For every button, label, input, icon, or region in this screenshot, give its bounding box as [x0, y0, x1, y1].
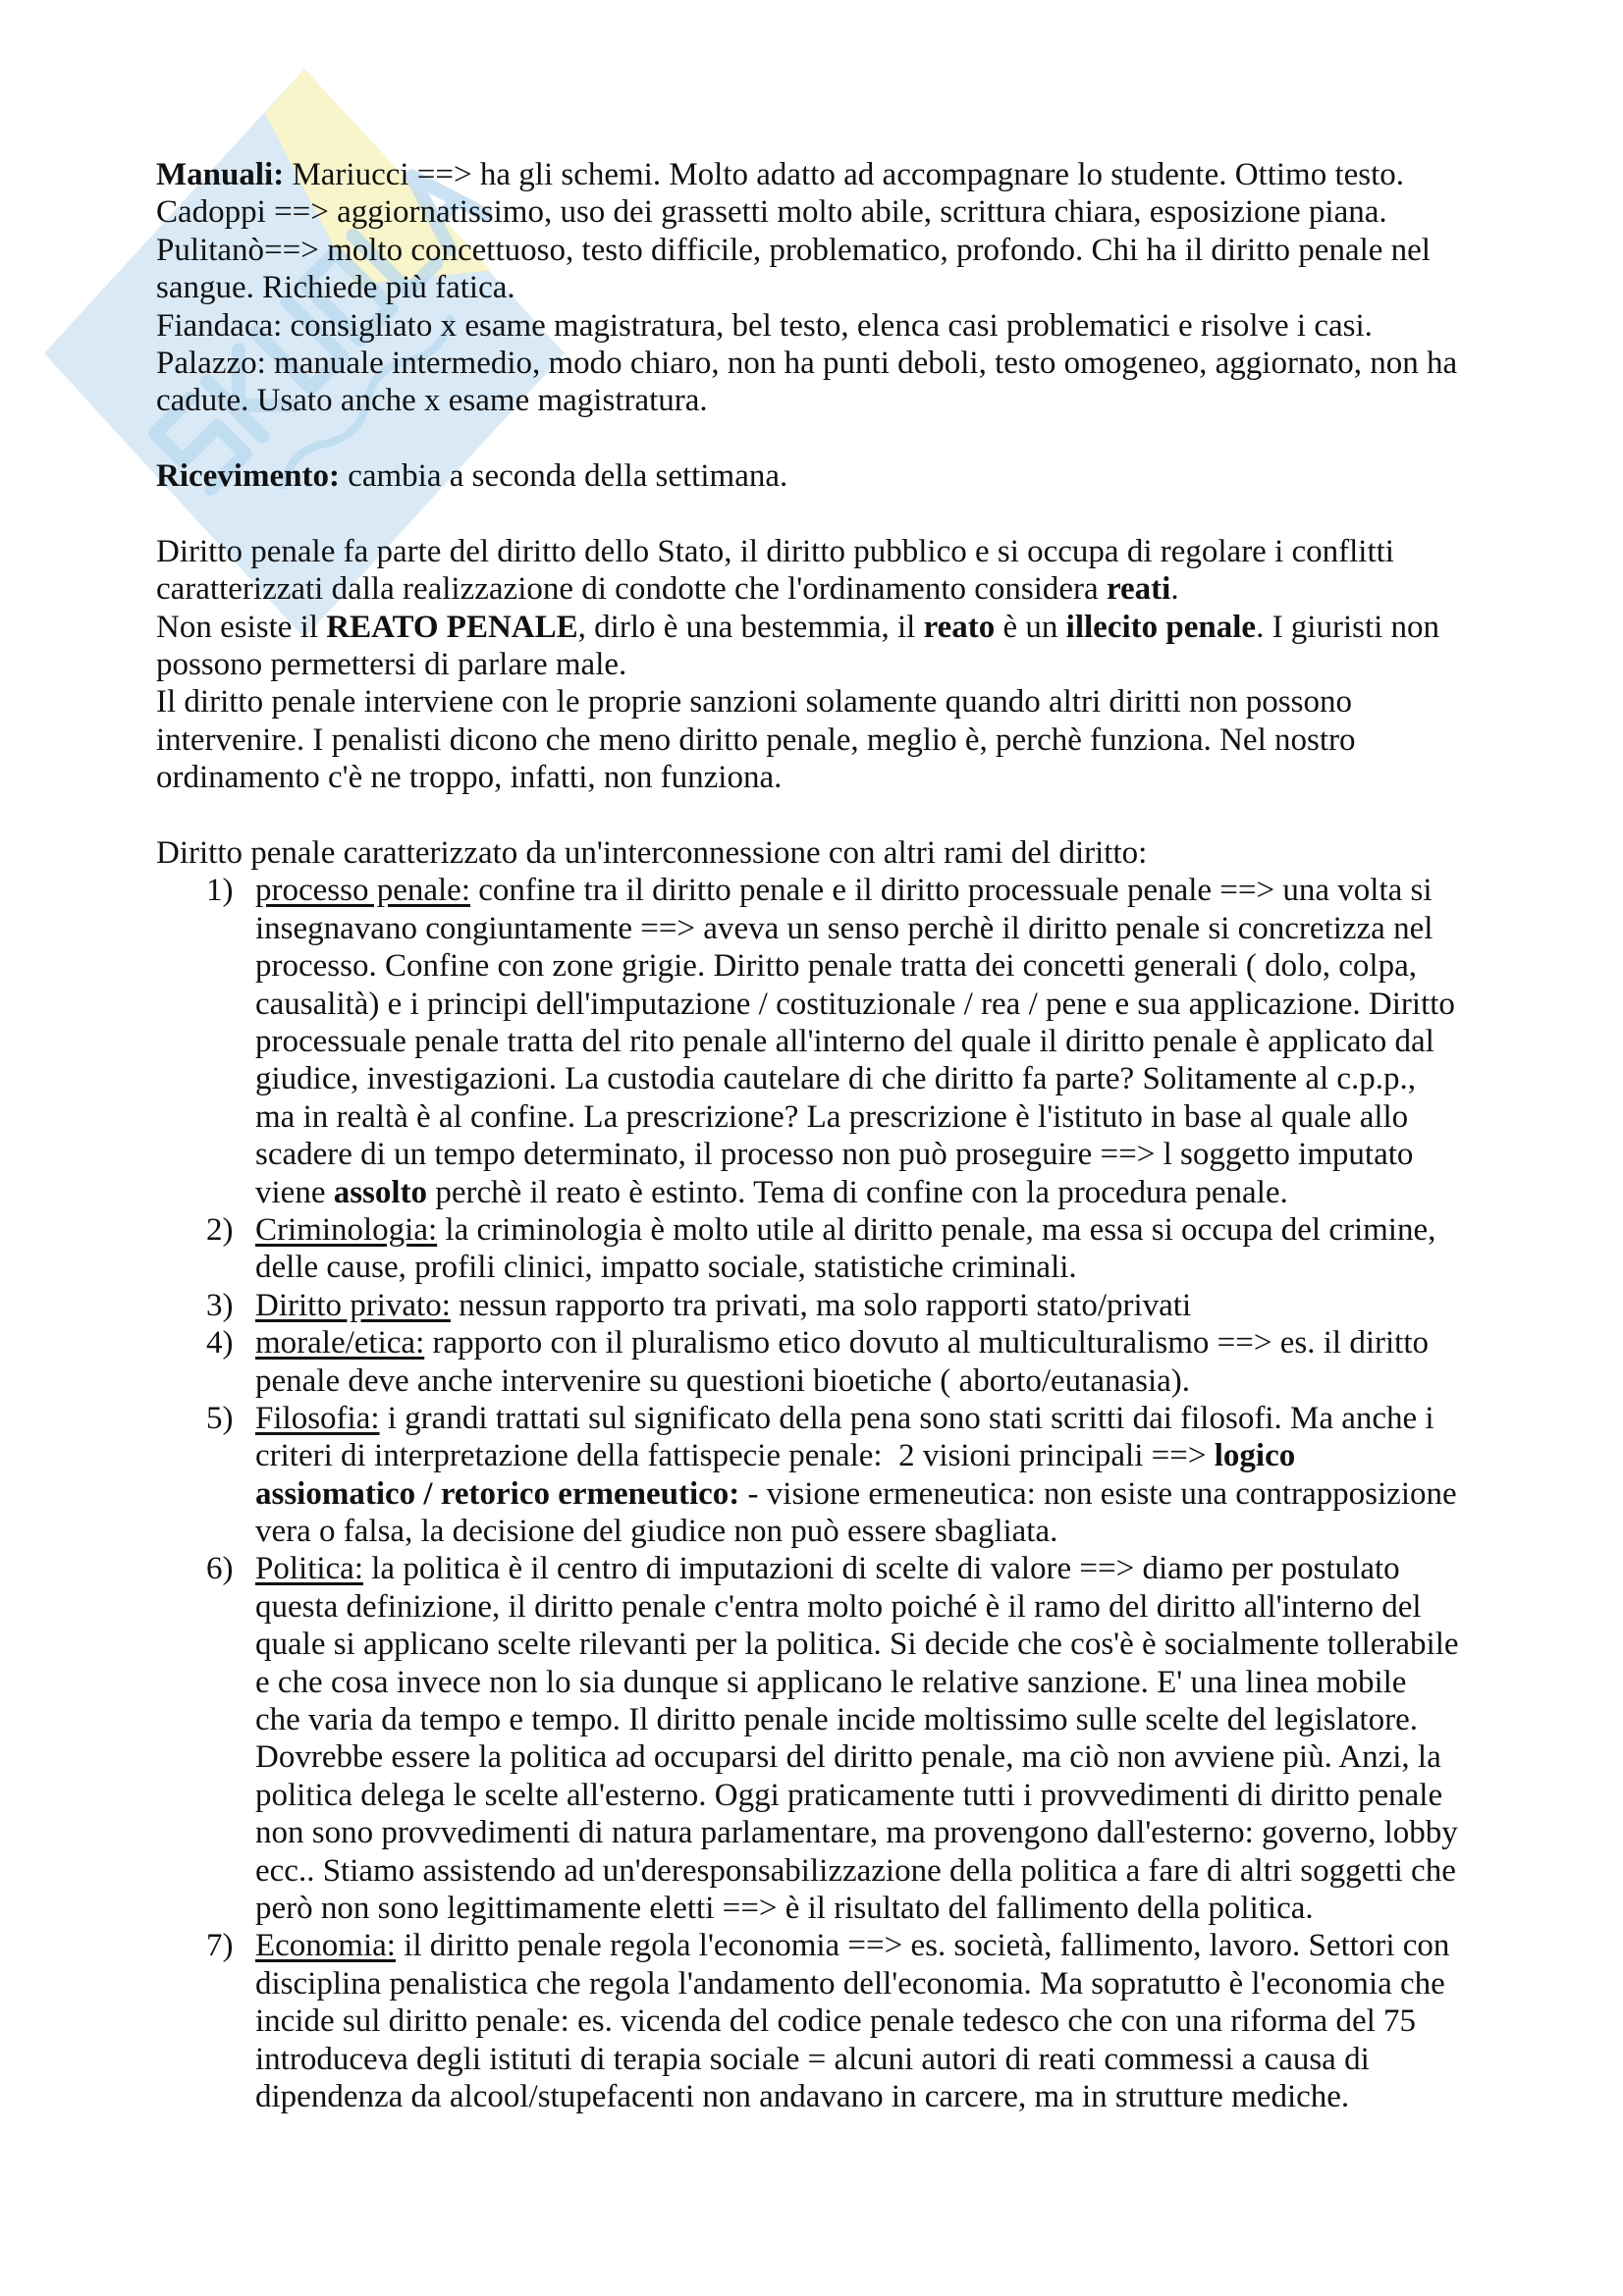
- text-run: cambia a seconda della settimana.: [339, 458, 788, 495]
- text-run: politica delega le scelte all'esterno. Oggi praticamente tutti i provvedimenti di diritto penale: [255, 1777, 1443, 1813]
- text-run: giudice, investigazioni. La custodia cautelare di che diritto fa parte? Solitamente al c.p.p.,: [255, 1061, 1417, 1097]
- text-run: confine tra il diritto penale e il diritto processuale penale ==> una volta si: [470, 873, 1433, 909]
- list-item-line: [156, 1664, 1491, 1701]
- text-run: cadute. Usato anche x esame magistratura.: [156, 383, 708, 419]
- paragraph-line: [156, 307, 1491, 345]
- list-item-line: [156, 1174, 1491, 1211]
- list-number: 1): [206, 873, 234, 909]
- text-run: viene: [255, 1174, 334, 1210]
- text-run: e che cosa invece non lo sia dunque si applicano le relative sanzione. E' una linea mobile: [255, 1664, 1407, 1700]
- list-item-line: [156, 1626, 1491, 1663]
- list-item-line: [156, 1287, 1491, 1324]
- list-item-line: [156, 910, 1491, 947]
- text-run: questa definizione, il diritto penale c'entra molto poiché è il ramo del diritto all'interno del: [255, 1588, 1422, 1625]
- list-item-line: [156, 1852, 1491, 1890]
- list-item-line: [156, 1550, 1491, 1587]
- bold-text: Manuali:: [156, 157, 285, 192]
- blank-line: [156, 420, 1491, 457]
- list-item-line: [156, 2002, 1491, 2040]
- paragraph-line: [156, 570, 1491, 608]
- text-run: i grandi trattati sul significato della pena sono stati scritti dai filosofi. Ma anche i: [379, 1400, 1434, 1436]
- list-item-line: [156, 1890, 1491, 1927]
- bold-text: REATO PENALE: [326, 609, 578, 645]
- paragraph-line: [156, 609, 1491, 646]
- blank-line: [156, 797, 1491, 834]
- text-run: delle cause, profili clinici, impatto sociale, statistiche criminali.: [255, 1250, 1077, 1286]
- list-item-line: [156, 1701, 1491, 1738]
- text-run: Diritto penale fa parte del diritto dello Stato, il diritto pubblico e si occupa di regolare i conflitti: [156, 533, 1394, 569]
- paragraph-line: [156, 457, 1491, 495]
- underlined-heading: Economia:: [255, 1928, 396, 1964]
- text-run: processo. Confine con zone grigie. Diritto penale tratta dei concetti generali ( dolo, colpa,: [255, 948, 1417, 985]
- list-item-line: [156, 1136, 1491, 1173]
- text-run: scadere di un tempo determinato, il processo non può proseguire ==> l soggetto imputato: [255, 1137, 1414, 1173]
- text-run: Il diritto penale interviene con le proprie sanzioni solamente quando altri diritti non possono: [156, 684, 1352, 721]
- text-run: causalità) e i principi dell'imputazione / costituzionale / rea / pene e sua applicazione. Diritto: [255, 986, 1455, 1022]
- list-number: 2): [206, 1211, 234, 1248]
- text-run: .: [1170, 571, 1179, 608]
- text-run: rapporto con il pluralismo etico dovuto al multiculturalismo ==> es. il diritto: [424, 1325, 1430, 1362]
- list-item-line: [156, 947, 1491, 985]
- text-run: la criminologia è molto utile al diritto penale, ma essa si occupa del crimine,: [437, 1211, 1436, 1248]
- list-number: 6): [206, 1551, 234, 1587]
- text-run: Non esiste il: [156, 609, 327, 645]
- text-run: Cadoppi ==> aggiornatissimo, uso dei grassetti molto abile, scrittura chiara, esposizione piana.: [156, 194, 1387, 231]
- underlined-heading: Diritto privato:: [255, 1287, 451, 1323]
- text-run: criteri di interpretazione della fattispecie penale: 2 visioni principali ==>: [255, 1438, 1215, 1474]
- text-run: introduceva degli istituti di terapia sociale = alcuni autori di reati commessi a causa di: [255, 2041, 1370, 2077]
- list-item-line: [156, 1324, 1491, 1362]
- bold-text: illecito penale: [1065, 609, 1257, 645]
- paragraph-line: [156, 193, 1491, 231]
- underlined-heading: processo penale:: [255, 873, 470, 909]
- list-number: 3): [206, 1287, 234, 1323]
- bold-text: Ricevimento:: [156, 458, 340, 495]
- list-item-line: [156, 986, 1491, 1023]
- list-item-line: [156, 1362, 1491, 1400]
- text-run: è un: [995, 609, 1066, 645]
- text-run: quale si applicano scelte rilevanti per la politica. Si decide che cos'è è socialmente tollerabile: [255, 1627, 1459, 1663]
- text-run: possono permettersi di parlare male.: [156, 647, 627, 683]
- text-run: il diritto penale regola l'economia ==> es. società, fallimento, lavoro. Settori con: [395, 1928, 1450, 1964]
- list-item-line: [156, 1965, 1491, 2002]
- text-run: ecc.. Stiamo assistendo ad un'deresponsabilizzazione della politica a fare di altri soggetti che: [255, 1852, 1456, 1889]
- bold-text: assiomatico / retorico ermeneutico:: [255, 1475, 740, 1512]
- text-run: non sono provvedimenti di natura parlamentare, ma provengono dall'esterno: governo, lobby: [255, 1815, 1458, 1851]
- list-item-line: [156, 1475, 1491, 1513]
- list-item-line: [156, 2041, 1491, 2078]
- list-item-line: [156, 1098, 1491, 1136]
- text-run: insegnavano congiuntamente ==> aveva un senso perchè il diritto penale si concretizza nel: [255, 910, 1434, 946]
- underlined-heading: Filosofia:: [255, 1400, 380, 1436]
- list-item-line: [156, 872, 1491, 909]
- text-run: , dirlo è una bestemmia, il: [577, 609, 924, 645]
- text-run: ordinamento c'è ne troppo, infatti, non funziona.: [156, 760, 783, 796]
- underlined-heading: Criminologia:: [255, 1211, 438, 1248]
- text-run: Diritto penale caratterizzato da un'interconnessione con altri rami del diritto:: [156, 835, 1148, 872]
- text-run: - visione ermeneutica: non esiste una contrapposizione: [739, 1475, 1457, 1512]
- text-run: Mariucci ==> ha gli schemi. Molto adatto ad accompagnare lo studente. Ottimo testo.: [284, 157, 1405, 192]
- list-item-line: [156, 1249, 1491, 1286]
- underlined-heading: Politica:: [255, 1551, 363, 1587]
- text-run: penale deve anche intervenire su questioni bioetiche ( aborto/eutanasia).: [255, 1362, 1191, 1399]
- paragraph-line: [156, 683, 1491, 721]
- text-run: dipendenza da alcool/stupefacenti non andavano in carcere, ma in strutture mediche.: [255, 2078, 1350, 2114]
- list-item-line: [156, 1023, 1491, 1060]
- blank-line: [156, 496, 1491, 533]
- list-item-line: [156, 1400, 1491, 1437]
- text-run: Palazzo: manuale intermedio, modo chiaro, non ha punti deboli, testo omogeneo, aggiornato, non ha: [156, 345, 1458, 381]
- text-run: la politica è il centro di imputazioni di scelte di valore ==> diamo per postulato: [363, 1551, 1400, 1587]
- bold-text: reato: [923, 609, 996, 645]
- paragraph-line: [156, 646, 1491, 683]
- list-item-line: [156, 1211, 1491, 1249]
- list-item-line: [156, 1060, 1491, 1097]
- list-item-line: [156, 1437, 1491, 1474]
- list-item-line: [156, 1513, 1491, 1550]
- bold-text: logico: [1214, 1438, 1296, 1474]
- text-run: caratterizzati dalla realizzazione di condotte che l'ordinamento considera: [156, 571, 1107, 608]
- text-run: processuale penale tratta del rito penale all'interno del quale il diritto penale è applicato dal: [255, 1023, 1434, 1059]
- text-run: . I giuristi non: [1256, 609, 1440, 645]
- list-number: 7): [206, 1928, 234, 1964]
- paragraph-line: [156, 156, 1491, 193]
- paragraph-line: [156, 533, 1491, 570]
- text-run: incide sul diritto penale: es. vicenda del codice penale tedesco che con una riforma del 75: [255, 2003, 1417, 2040]
- paragraph-line: [156, 232, 1491, 269]
- text-run: che varia da tempo e tempo. Il diritto penale incide moltissimo sulle scelte del legislatore.: [255, 1702, 1418, 1738]
- text-run: sangue. Richiede più fatica.: [156, 270, 515, 306]
- bold-text: assolto: [333, 1174, 428, 1210]
- paragraph-line: [156, 345, 1491, 382]
- text-run: intervenire. I penalisti dicono che meno diritto penale, meglio è, perchè funziona. Nel nostro: [156, 721, 1356, 758]
- list-item-line: [156, 1777, 1491, 1814]
- list-number: 5): [206, 1400, 234, 1436]
- list-item-line: [156, 1814, 1491, 1851]
- paragraph-line: [156, 721, 1491, 759]
- text-run: Dovrebbe essere la politica ad occuparsi del diritto penale, ma ciò non avviene più. Anzi, la: [255, 1739, 1441, 1776]
- text-run: vera o falsa, la decisione del giudice non può essere sbagliata.: [255, 1514, 1058, 1550]
- list-item-line: [156, 1738, 1491, 1776]
- list-item-line: [156, 2078, 1491, 2115]
- text-run: nessun rapporto tra privati, ma solo rapporti stato/privati: [450, 1287, 1192, 1323]
- text-run: disciplina penalistica che regola l'andamento dell'economia. Ma sopratutto è l'economia che: [255, 1965, 1445, 2002]
- list-item-line: [156, 1588, 1491, 1626]
- underlined-heading: morale/etica:: [255, 1325, 425, 1362]
- text-run: perchè il reato è estinto. Tema di confine con la procedura penale.: [427, 1174, 1288, 1210]
- list-number: 4): [206, 1325, 234, 1362]
- list-item-line: [156, 1927, 1491, 1964]
- text-run: Fiandaca: consigliato x esame magistratura, bel testo, elenca casi problematici e risolve i casi.: [156, 307, 1373, 344]
- text-run: però non sono legittimamente eletti ==> è il risultato del fallimento della politica.: [255, 1890, 1314, 1926]
- paragraph-line: [156, 382, 1491, 419]
- text-run: ma in realtà è al confine. La prescrizione? La prescrizione è l'istituto in base al quale allo: [255, 1098, 1409, 1135]
- document-page: [156, 156, 1491, 2115]
- paragraph-line: [156, 759, 1491, 796]
- paragraph-line: [156, 834, 1491, 872]
- bold-text: reati: [1106, 571, 1171, 608]
- paragraph-line: [156, 269, 1491, 306]
- text-run: Pulitanò==> molto concettuoso, testo difficile, problematico, profondo. Chi ha il diritto penale nel: [156, 232, 1431, 268]
